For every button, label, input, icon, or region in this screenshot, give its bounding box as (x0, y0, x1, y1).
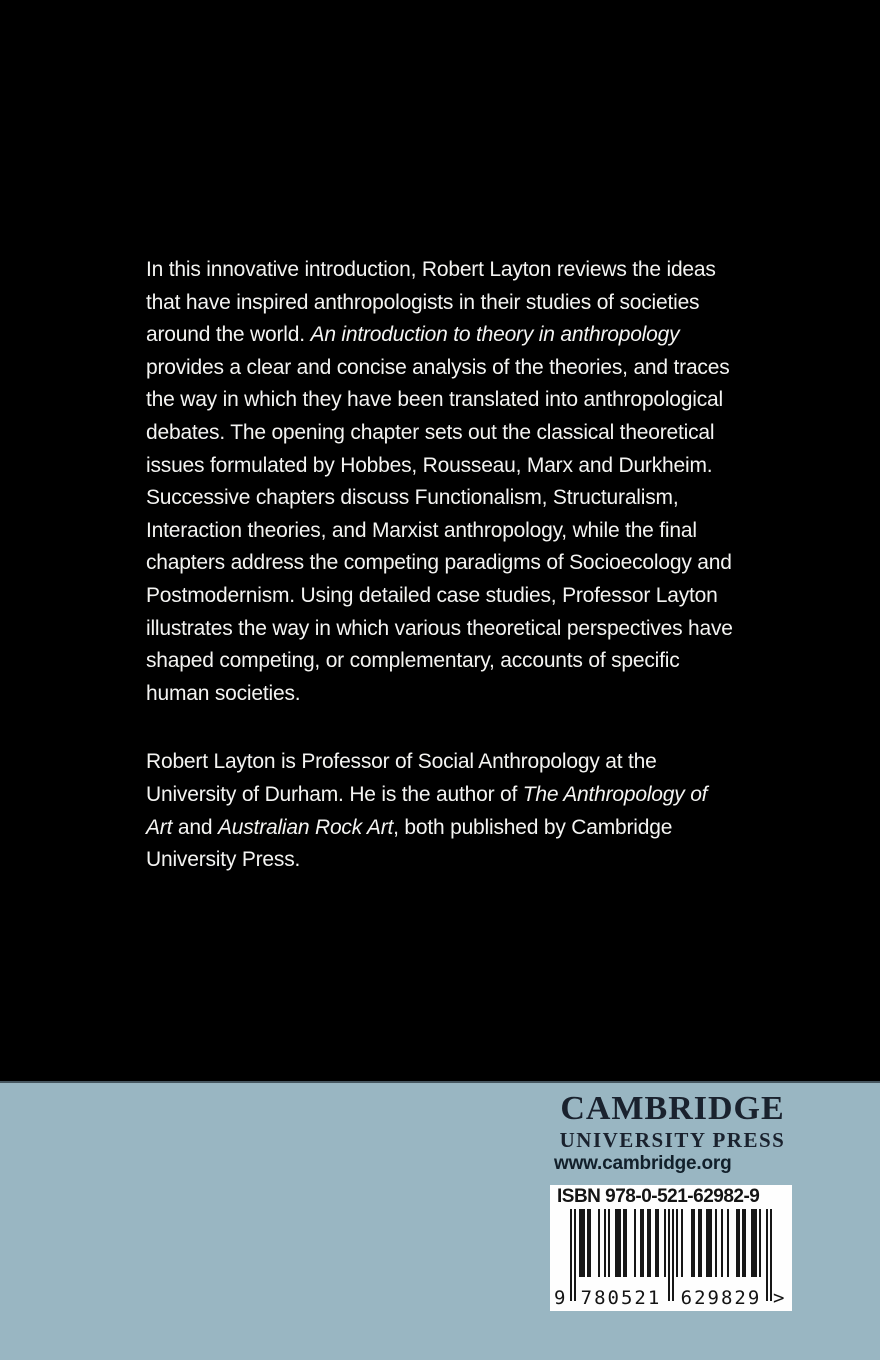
barcode-bar (587, 1209, 591, 1277)
back-cover-blurb (146, 254, 806, 877)
barcode-bar (706, 1209, 712, 1277)
blurb-line (146, 844, 806, 877)
barcode-bar (698, 1209, 702, 1277)
blurb-line (146, 287, 806, 320)
barcode-bar (655, 1209, 659, 1277)
barcode-digit-group-2: 629829 (680, 1287, 762, 1309)
barcode-bar (742, 1209, 746, 1277)
blurb-line (146, 450, 806, 483)
barcode-bar (647, 1209, 651, 1277)
text-segment: human societies. (146, 681, 301, 705)
blurb-paragraph-synopsis (146, 254, 806, 710)
blurb-line (146, 352, 806, 385)
text-segment: shaped competing, or complementary, accounts of specific (146, 649, 680, 673)
barcode-bar (759, 1209, 761, 1277)
barcode-bar (721, 1209, 723, 1277)
blurb-paragraph-author-bio (146, 746, 806, 876)
italic-title-segment: Art (146, 815, 173, 839)
barcode-digits-row (550, 1288, 792, 1308)
barcode-bar (681, 1209, 683, 1277)
text-segment: In this innovative introduction, Robert Layton reviews the ideas (146, 258, 716, 281)
blurb-line (146, 254, 806, 287)
text-segment: Postmodernism. Using detailed case studies, Professor Layton (146, 583, 718, 607)
blurb-line (146, 417, 806, 450)
text-segment: the way in which they have been translated into anthropological (146, 388, 723, 412)
blurb-line (146, 515, 806, 548)
barcode-bar (623, 1209, 627, 1277)
blurb-line (146, 645, 806, 678)
text-segment: Interaction theories, and Marxist anthropology, while the final (146, 518, 697, 542)
text-segment: provides a clear and concise analysis of the theories, and traces (146, 355, 730, 379)
barcode-bar (727, 1209, 729, 1277)
isbn-label: ISBN 978-0-521-62982-9 (557, 1186, 760, 1207)
italic-title-segment: Australian Rock Art (217, 815, 394, 839)
text-segment: around the world. (146, 323, 311, 347)
blurb-line (146, 812, 806, 845)
text-segment: illustrates the way in which various theoretical perspectives have (146, 616, 733, 640)
blurb-line (146, 678, 806, 711)
text-segment: Successive chapters discuss Functionalism, Structuralism, (146, 486, 679, 510)
text-segment: , both published by Cambridge (393, 815, 673, 839)
barcode-bar (736, 1209, 740, 1277)
barcode-bar (664, 1209, 666, 1277)
barcode-bar (615, 1209, 621, 1277)
italic-title-segment: The Anthropology of (522, 782, 708, 806)
blurb-line (146, 746, 806, 779)
blurb-line (146, 613, 806, 646)
barcode-bar (640, 1209, 644, 1277)
barcode-digit-group-1: 780521 (580, 1287, 662, 1309)
barcode-bar (634, 1209, 636, 1277)
barcode-bar (598, 1209, 600, 1277)
barcode-bar (604, 1209, 606, 1277)
barcode-bar (579, 1209, 585, 1277)
barcode-bar (676, 1209, 678, 1277)
blurb-line (146, 547, 806, 580)
barcode-bar (715, 1209, 717, 1277)
cambridge-logo-wordmark: CAMBRIDGE (560, 1090, 785, 1127)
italic-title-segment: An introduction to theory in anthropology (310, 323, 680, 347)
blurb-line (146, 580, 806, 613)
publisher-website-url: www.cambridge.org (554, 1153, 732, 1174)
barcode-leading-digit: 9 (554, 1287, 566, 1309)
text-segment: issues formulated by Hobbes, Rousseau, Marx and Durkheim. (146, 453, 713, 477)
university-press-label: UNIVERSITY PRESS (559, 1128, 786, 1152)
blurb-line (146, 779, 806, 812)
blurb-line (146, 482, 806, 515)
text-segment: and (172, 815, 218, 839)
barcode-bar (691, 1209, 695, 1277)
publisher-band (0, 1081, 880, 1360)
text-segment: Robert Layton is Professor of Social Anthropology at the (146, 750, 657, 774)
blurb-line (146, 319, 806, 352)
text-segment: that have inspired anthropologists in their studies of societies (146, 290, 700, 314)
text-segment: University of Durham. He is the author of (146, 782, 523, 806)
barcode-quiet-zone-mark: > (773, 1287, 785, 1309)
barcode-bar (751, 1209, 757, 1277)
barcode-bar (608, 1209, 610, 1277)
text-segment: debates. The opening chapter sets out the classical theoretical (146, 420, 715, 444)
blurb-line (146, 384, 806, 417)
text-segment: University Press. (146, 848, 301, 872)
text-segment: chapters address the competing paradigms of Socioecology and (146, 551, 732, 575)
isbn-barcode-panel (550, 1185, 792, 1311)
